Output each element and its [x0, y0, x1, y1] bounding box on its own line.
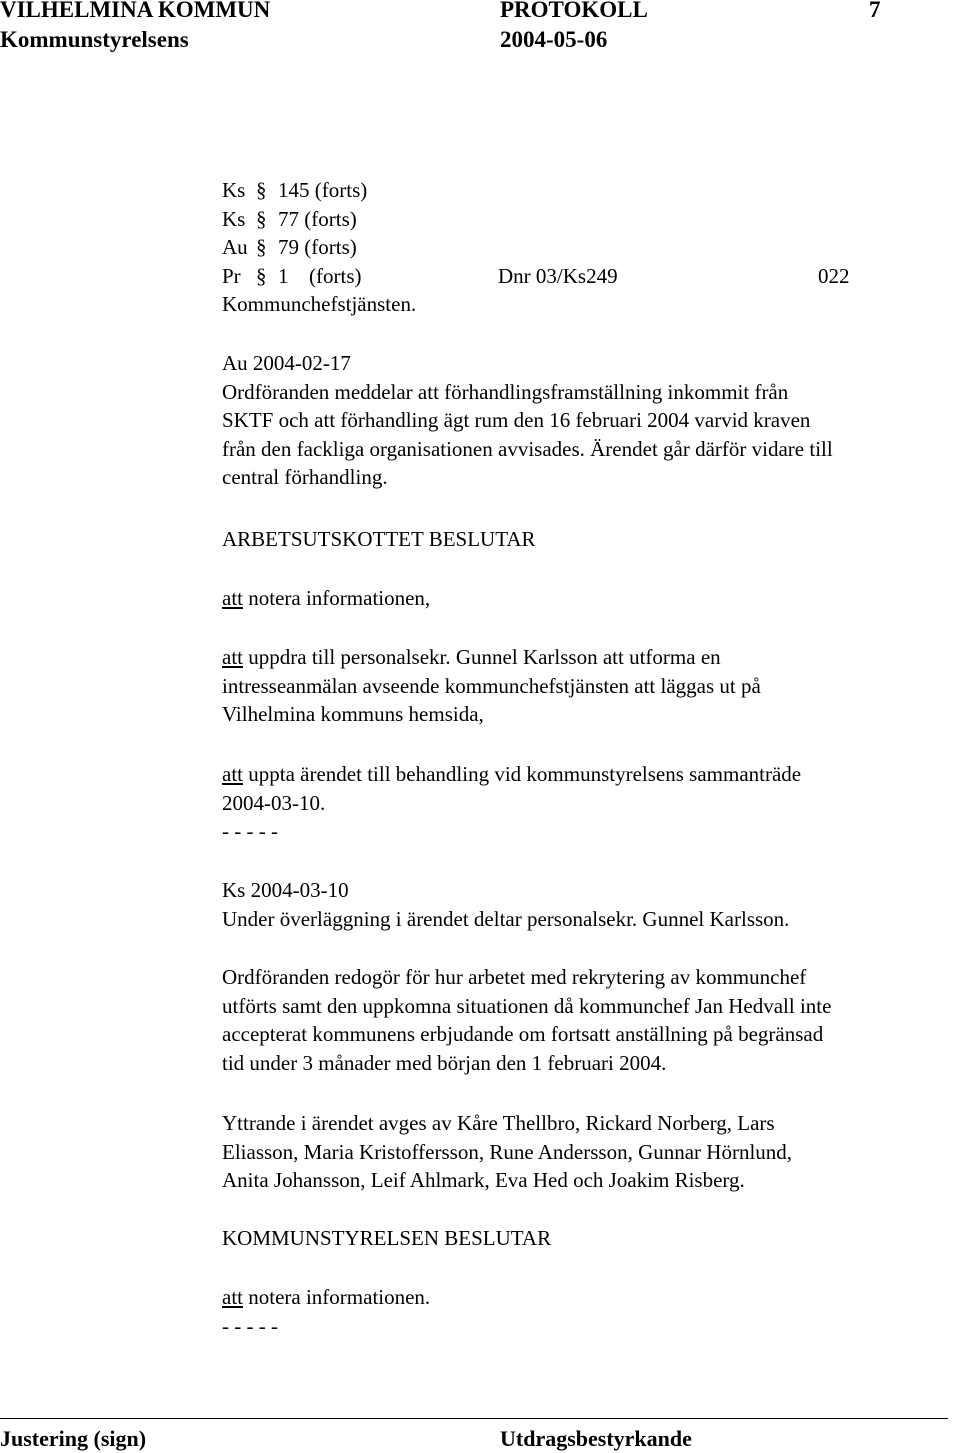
au-text-line: SKTF och att förhandling ägt rum den 16 februari 2004 varvid kraven	[222, 408, 811, 432]
ks-paragraph-1	[222, 963, 831, 1077]
ref-org: Ks	[222, 178, 246, 202]
ks-text-line: Eliasson, Maria Kristoffersson, Rune Andersson, Gunnar Hörnlund,	[222, 1139, 793, 1164]
ks-text-line: utförts samt den uppkomna situationen då kommunchef Jan Hedvall inte	[222, 993, 832, 1018]
doc-type: PROTOKOLL	[500, 0, 648, 22]
ks-text-line: Ordföranden redogör för hur arbetet med rekrytering av kommunchef	[222, 965, 807, 989]
ref-forts: (forts)	[309, 263, 362, 288]
reference-line-pr	[222, 262, 850, 291]
ks-section	[222, 876, 789, 933]
au-decision-heading	[222, 525, 536, 554]
separator: - - - - -	[222, 819, 278, 843]
reference-line	[222, 205, 416, 234]
ks-text-line: Anita Johansson, Leif Ahlmark, Eva Hed och Joakim Risberg.	[222, 1168, 745, 1192]
att-keyword: att	[222, 586, 243, 610]
au-section	[222, 349, 833, 492]
diary-number: Dnr 03/Ks249	[498, 263, 618, 288]
ks-heading: Ks 2004-03-10	[222, 878, 349, 902]
footer-utdragsbestyrkande: Utdragsbestyrkande	[500, 1426, 692, 1451]
footer-justering: Justering (sign)	[0, 1426, 147, 1451]
ref-org: Pr	[222, 263, 241, 288]
ks-note: Under överläggning i ärendet deltar personalsekr. Gunnel Karlsson.	[222, 906, 790, 931]
org-name: VILHELMINA KOMMUN	[0, 0, 271, 22]
au-decision-3	[222, 760, 801, 846]
section-icon: §	[256, 235, 267, 259]
decision-heading: KOMMUNSTYRELSEN BESLUTAR	[222, 1226, 552, 1250]
au-text-line: Ordföranden meddelar att förhandlingsframställning inkommit från	[222, 379, 789, 404]
au-decision-2	[222, 643, 761, 729]
decision-text: uppta ärendet till behandling vid kommunstyrelsens sammanträde	[248, 762, 802, 786]
ref-number: 145 (forts)	[278, 178, 368, 202]
ks-paragraph-2	[222, 1109, 792, 1195]
separator: - - - - -	[222, 1313, 278, 1338]
section-icon: §	[256, 178, 267, 202]
au-decision-1	[222, 584, 430, 613]
page-number: 7	[869, 0, 881, 22]
section-icon: §	[256, 206, 267, 231]
ref-number: 79 (forts)	[278, 235, 357, 259]
ks-decision-heading	[222, 1224, 551, 1253]
ref-org: Au	[222, 235, 248, 259]
au-text-line: central förhandling.	[222, 465, 388, 489]
protocol-date: 2004-05-06	[500, 27, 608, 52]
decision-text: 2004-03-10.	[222, 790, 326, 815]
att-keyword: att	[222, 645, 243, 669]
subject-title: Kommunchefstjänsten.	[222, 292, 417, 316]
footer-divider	[0, 1418, 948, 1419]
au-text-line: från den fackliga organisationen avvisades. Ärendet går därför vidare till	[222, 436, 833, 461]
reference-block	[222, 176, 850, 319]
section-icon: §	[256, 263, 267, 288]
decision-text: notera informationen.	[248, 1285, 431, 1309]
decision-text: Vilhelmina kommuns hemsida,	[222, 702, 484, 726]
archive-code: 022	[818, 263, 850, 288]
ref-number: 1	[278, 263, 289, 288]
ref-number: 77 (forts)	[278, 206, 357, 231]
decision-text: notera informationen,	[248, 586, 431, 610]
decision-text: intresseanmälan avseende kommunchefstjänsten att läggas ut på	[222, 673, 761, 698]
ref-org: Ks	[222, 206, 246, 231]
reference-line	[222, 176, 416, 205]
decision-heading: ARBETSUTSKOTTET BESLUTAR	[222, 527, 536, 551]
ks-text-line: Yttrande i ärendet avges av Kåre Thellbro, Rickard Norberg, Lars	[222, 1111, 775, 1135]
att-keyword: att	[222, 1285, 243, 1309]
ks-decision-1	[222, 1283, 430, 1340]
body-name: Kommunstyrelsens	[0, 27, 189, 52]
au-heading: Au 2004-02-17	[222, 351, 351, 375]
decision-text: uppdra till personalsekr. Gunnel Karlsson att utforma en	[248, 645, 721, 669]
ks-text-line: accepterat kommunens erbjudande om fortsatt anställning på begränsad	[222, 1022, 824, 1046]
att-keyword: att	[222, 762, 243, 786]
ks-text-line: tid under 3 månader med början den 1 februari 2004.	[222, 1050, 667, 1075]
reference-line	[222, 233, 416, 262]
